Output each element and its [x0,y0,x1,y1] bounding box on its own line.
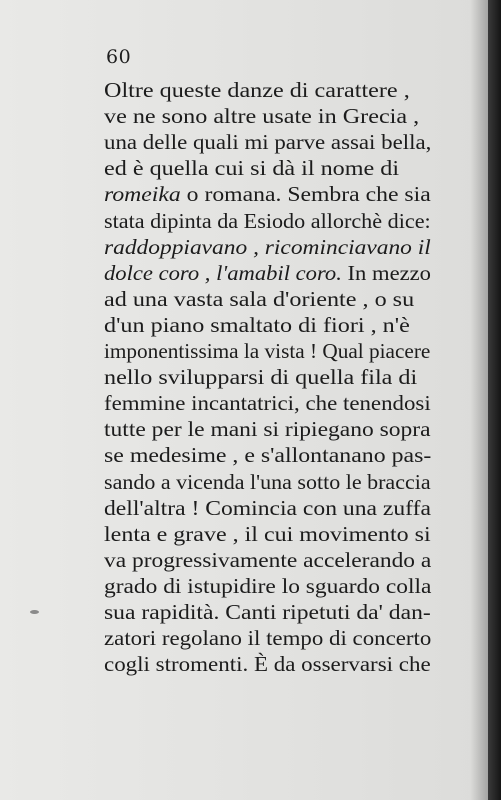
text-line [104,260,431,285]
text-segment: cogli stromenti. È da osservarsi che [104,652,431,677]
text-segment: ad una vasta sala d'oriente , o su [104,286,415,311]
text-line [104,393,431,414]
text-line [104,573,432,598]
text-segment: ve ne sono altre usate in Grecia , [104,104,420,129]
text-segment: ed è quella cui si dà il nome di [104,156,400,181]
text-segment: sua rapidità. Canti ripetuti da' dan- [104,600,431,624]
text-segment: tutte per le mani si ripiegano sopra [104,417,431,442]
text-segment: nello svilupparsi di quella fila di [104,365,418,390]
text-segment: zatori regolano il tempo di concerto [104,626,432,651]
text-segment: femmine incantatrici, che tenendosi [104,391,431,416]
text-segment: lenta e grave , il cui movimento si [104,521,431,546]
page-edge-shadow [470,0,488,800]
text-line [104,234,431,259]
text-segment: va progressivamente accelerando a [104,547,432,572]
text-segment: imponentissima la vista ! Qual piacere [104,339,431,363]
text-line [104,469,431,494]
text-line [104,208,431,233]
text-segment: una delle quali mi parve assai bella, [104,130,432,155]
text-line [104,341,430,362]
text-segment: se medesime , e s'allontanano pas- [104,443,432,468]
binding-edge [488,0,501,800]
text-line [104,158,399,179]
text-line [104,80,410,101]
text-line [104,445,431,466]
page-number: 60 [106,46,132,68]
italic-text-segment: romeika [104,182,181,207]
text-segment: In mezzo [341,260,431,285]
text-line [104,547,432,572]
text-line [104,312,410,337]
text-line [104,132,431,153]
text-line [104,495,431,520]
text-line [104,654,431,675]
paper-speck [30,610,39,614]
text-line [104,602,431,623]
text-segment: Oltre queste danze di carattere , [104,78,410,102]
text-segment: grado di istupidire lo sguardo colla [104,573,432,598]
italic-text-segment: raddoppiavano , ricominciavano il [104,234,431,259]
text-segment: d'un piano smaltato di fiori , n'è [104,312,410,337]
text-segment: o romana. Sembra che sia [180,182,431,207]
text-line [104,521,431,546]
text-line [104,106,419,127]
text-segment: dell'altra ! Comincia con una zuffa [104,495,431,520]
italic-text-segment: dolce coro , l'amabil coro. [104,260,342,285]
text-segment: sando a vicenda l'una sotto le braccia [104,469,431,494]
text-line [104,419,431,440]
text-line [104,628,431,649]
text-line [104,184,431,205]
text-segment: stata dipinta da Esiodo allorchè dice: [104,208,431,233]
text-line [104,286,415,311]
text-line [104,367,417,388]
